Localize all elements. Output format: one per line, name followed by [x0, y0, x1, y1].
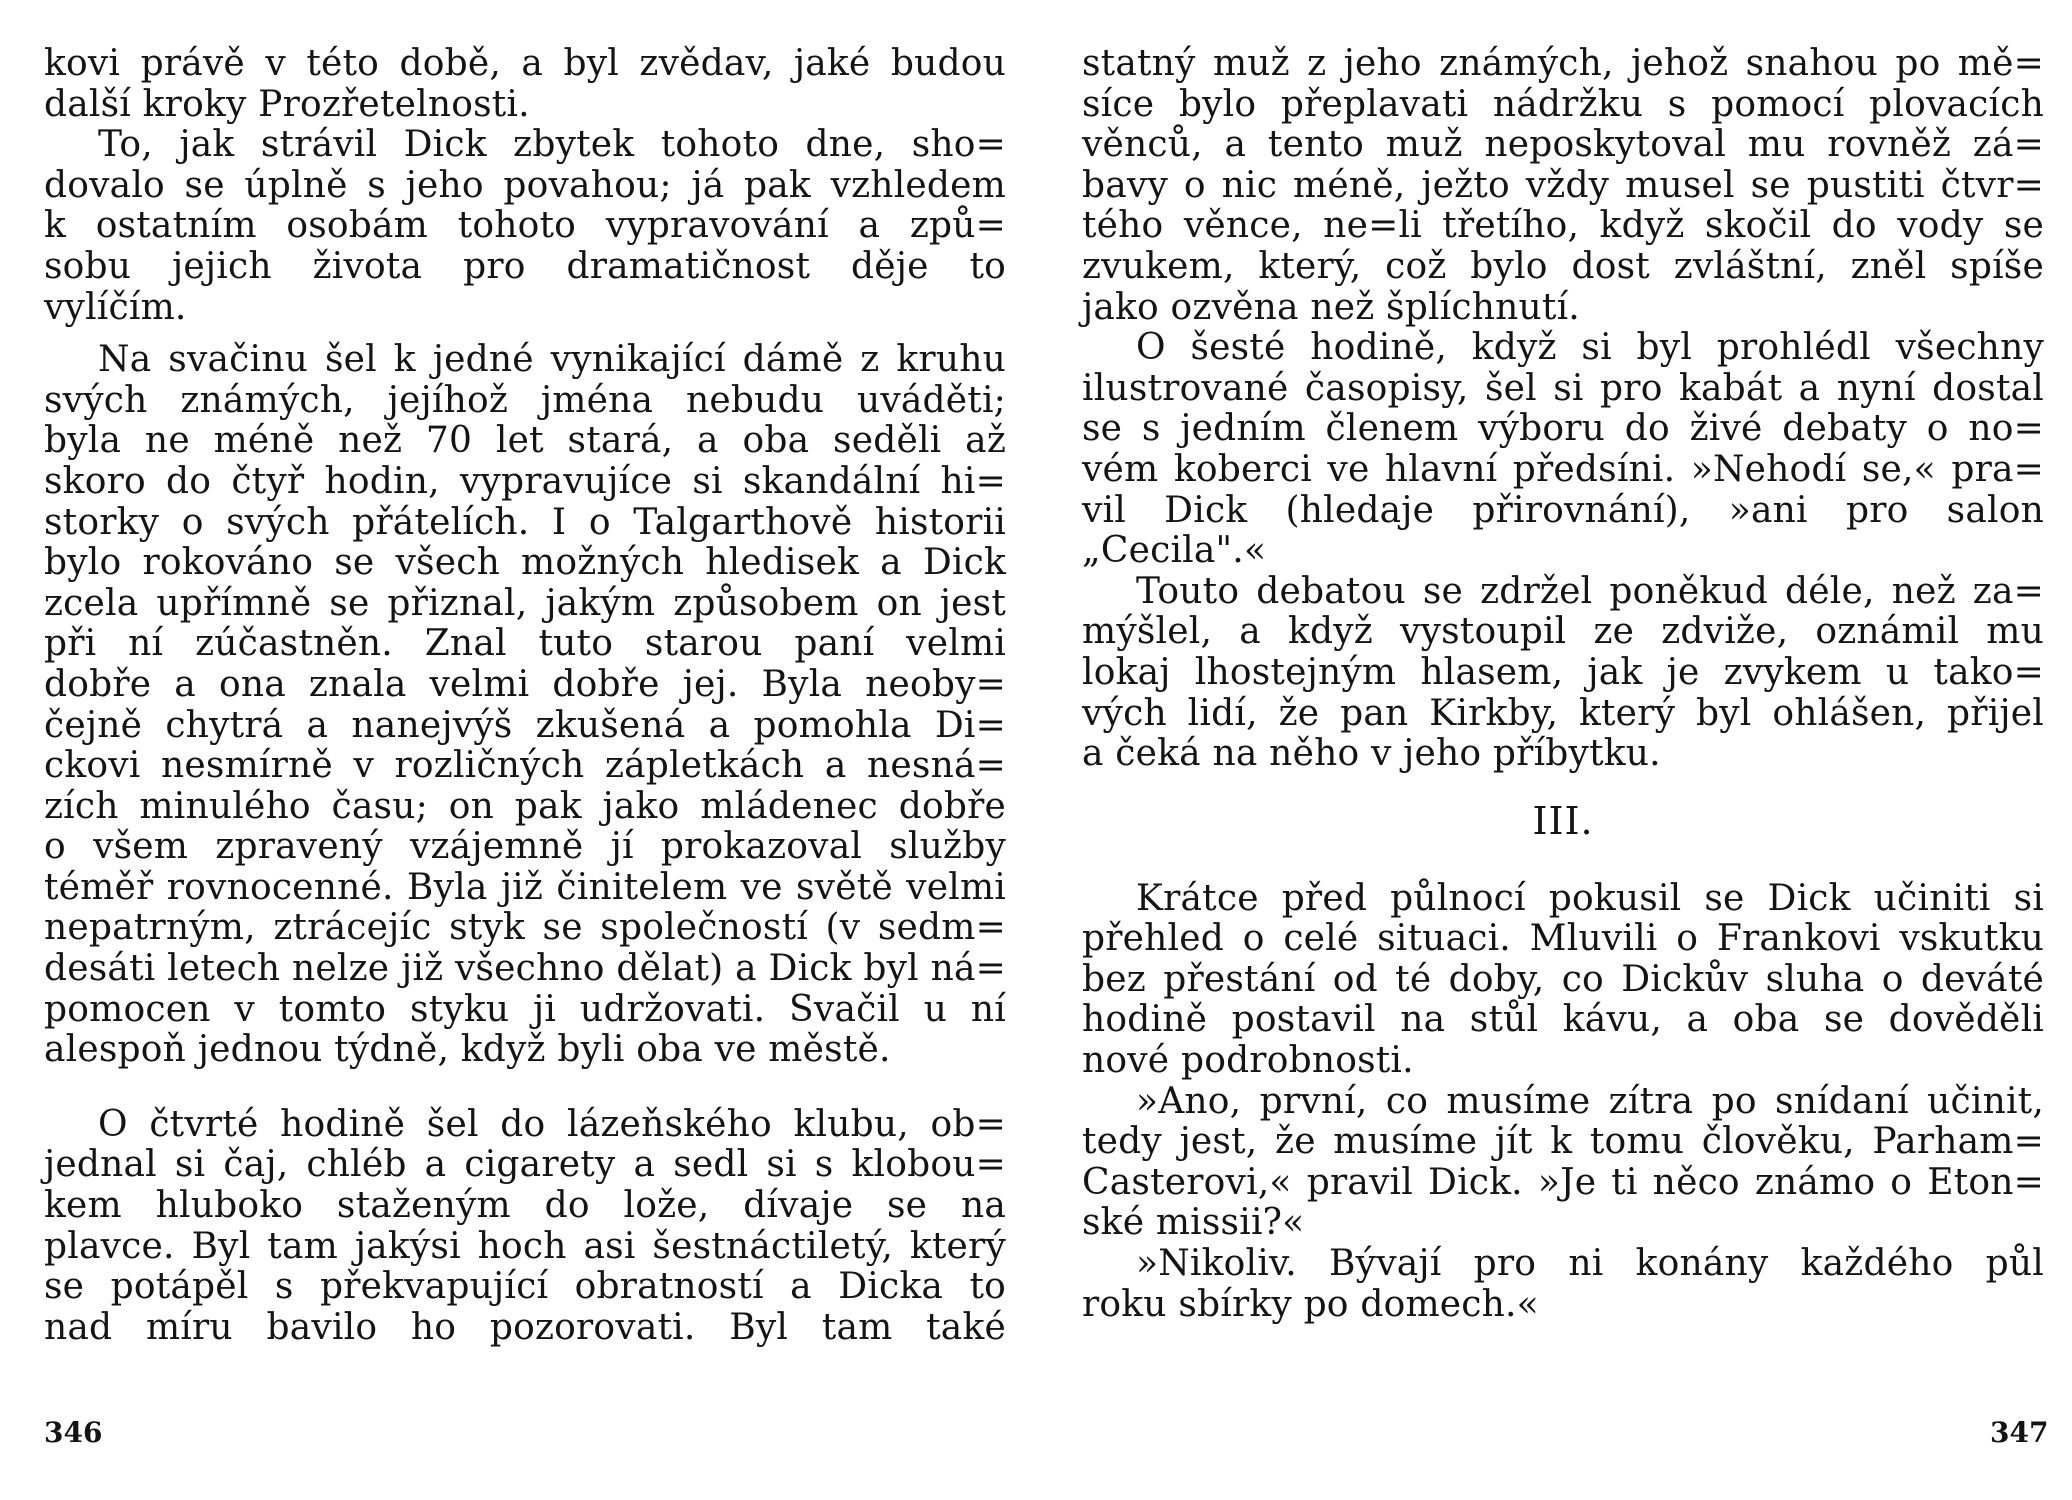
- text-line: zvukem, který, což bylo dost zvláštní, zněl spíše: [1082, 245, 2044, 287]
- right-page-text-before-chapter: [1082, 44, 2044, 775]
- text-line: bez přestání od té doby, co Dickův sluha o deváté: [1082, 958, 2044, 1000]
- text-line: plavce. Byl tam jakýsi hoch asi šestnáctiletý, který: [44, 1225, 1006, 1267]
- text-line: ckovi nesmírně v rozličných zápletkách a nesná=: [44, 745, 1006, 787]
- text-line: o všem zpravený vzájemně jí prokazoval služby: [44, 826, 1006, 868]
- text-line: přehled o celé situaci. Mluvili o Frankovi vskutku: [1082, 918, 2044, 960]
- text-line: alespoň jednou týdně, když byli oba ve městě.: [44, 1029, 891, 1071]
- text-line: nové podrobnosti.: [1082, 1040, 1414, 1082]
- text-line: mýšlel, a když vystoupil ze zdviže, oznámil mu: [1082, 611, 2044, 653]
- text-line: dobře a ona znala velmi dobře jej. Byla neoby=: [44, 663, 1006, 705]
- text-line: vylíčím.: [44, 286, 187, 328]
- paragraph-gap: [44, 1071, 1006, 1105]
- text-line: Casterovi,« pravil Dick. »Je ti něco známo o Eton=: [1082, 1161, 2044, 1203]
- text-line: síce bylo přeplavati nádržku s pomocí plovacích: [1082, 83, 2044, 125]
- text-line: při ní zúčastněn. Znal tuto starou paní velmi: [44, 623, 1006, 665]
- text-line: jako ozvěna než šplíchnutí.: [1082, 286, 1580, 328]
- text-line: To, jak strávil Dick zbytek tohoto dne, sho=: [98, 124, 1006, 166]
- right-page-number: 347: [1990, 1416, 2049, 1449]
- text-line: ilustrované časopisy, šel si pro kabát a nyní dostal: [1082, 367, 2044, 409]
- text-line: tého věnce, ne=li třetího, když skočil do vody se: [1082, 205, 2044, 247]
- text-line: jednal si čaj, chléb a cigarety a sedl si s klobou=: [44, 1144, 1006, 1186]
- right-page-text-after-chapter: [1082, 879, 2044, 1326]
- text-line: »Ano, první, co musíme zítra po snídaní učinit,: [1136, 1080, 2044, 1122]
- chapter-heading: III.: [1532, 798, 1594, 843]
- text-line: O šesté hodině, když si byl prohlédl všechny: [1136, 327, 2044, 369]
- text-line: ské missii?«: [1082, 1202, 1305, 1244]
- text-line: zcela upřímně se přiznal, jakým způsobem on jest: [44, 582, 1006, 624]
- text-line: lokaj lhostejným hlasem, jak je zvykem u tako=: [1082, 651, 2044, 693]
- text-line: Krátce před půlnocí pokusil se Dick učiniti si: [1136, 877, 2044, 919]
- left-page: [44, 44, 1006, 1348]
- text-line: vých lidí, že pan Kirkby, který byl ohlášen, přijel: [1082, 692, 2044, 734]
- text-line: statný muž z jeho známých, jehož snahou po mě=: [1082, 43, 2044, 84]
- text-line: k ostatním osobám tohoto vypravování a způ=: [44, 205, 1006, 247]
- text-line: zích minulého času; on pak jako mládenec dobře: [44, 785, 1006, 827]
- text-line: věnců, a tento muž neposkytoval mu rovněž zá=: [1082, 124, 2044, 166]
- text-line: vil Dick (hledaje přirovnání), »ani pro salon: [1082, 489, 2044, 531]
- text-line: bavy o nic méně, ježto vždy musel se pustiti čtvr=: [1082, 164, 2044, 206]
- text-line: hodině postavil na stůl kávu, a oba se dověděli: [1082, 999, 2044, 1041]
- right-page: [1082, 44, 2044, 1325]
- text-line: další kroky Prozřetelnosti.: [44, 83, 530, 125]
- text-line: pomocen v tomto styku ji udržovati. Svačil u ní: [44, 988, 1006, 1030]
- text-line: nepatrným, ztrácejíc styk se společností (v sedm=: [44, 907, 1006, 949]
- text-line: se potápěl s překvapující obratností a Dicka to: [44, 1266, 1006, 1308]
- text-line: byla ne méně než 70 let stará, a oba seděli až: [44, 420, 1006, 462]
- text-line: svých známých, jejíhož jména nebudu uváděti;: [44, 379, 1006, 421]
- text-line: a čeká na něho v jeho příbytku.: [1082, 733, 1661, 775]
- text-line: O čtvrté hodině šel do lázeňského klubu, ob=: [98, 1103, 1006, 1145]
- text-line: desáti letech nelze již všechno dělat) a Dick byl ná=: [44, 948, 1006, 990]
- text-line: »Nikoliv. Bývají pro ni konány každého půl: [1136, 1243, 2044, 1285]
- text-line: storky o svých přátelích. I o Talgarthově historii: [44, 501, 1006, 543]
- text-line: nad míru bavilo ho pozorovati. Byl tam také: [44, 1306, 1006, 1348]
- text-line: Touto debatou se zdržel poněkud déle, než za=: [1136, 570, 2044, 612]
- text-line: vém koberci ve hlavní předsíni. »Nehodí se,« pra=: [1082, 448, 2044, 490]
- text-line: „Cecila".«: [1082, 530, 1267, 572]
- text-line: Na svačinu šel k jedné vynikající dámě z kruhu: [98, 339, 1006, 381]
- text-line: téměř rovnocenné. Byla již činitelem ve světě velmi: [44, 866, 1006, 908]
- text-line: tedy jest, že musíme jít k tomu člověku, Parham=: [1082, 1121, 2044, 1163]
- left-page-text: [44, 44, 1006, 1348]
- text-line: se s jedním členem výboru do živé debaty o no=: [1082, 408, 2044, 450]
- text-line: skoro do čtyř hodin, vypravujíce si skandální hi=: [44, 460, 1006, 502]
- text-line: roku sbírky po domech.«: [1082, 1283, 1539, 1325]
- text-line: kovi právě v této době, a byl zvědav, jaké budou: [44, 43, 1006, 84]
- left-page-number: 346: [44, 1416, 103, 1449]
- text-line: sobu jejich života pro dramatičnost děje to: [44, 245, 1006, 287]
- text-line: kem hluboko staženým do lože, dívaje se na: [44, 1185, 1006, 1227]
- text-line: dovalo se úplně s jeho povahou; já pak vzhledem: [44, 164, 1006, 206]
- text-line: bylo rokováno se všech možných hledisek a Dick: [44, 542, 1006, 584]
- text-line: čejně chytrá a nanejvýš zkušená a pomohla Di=: [44, 704, 1006, 746]
